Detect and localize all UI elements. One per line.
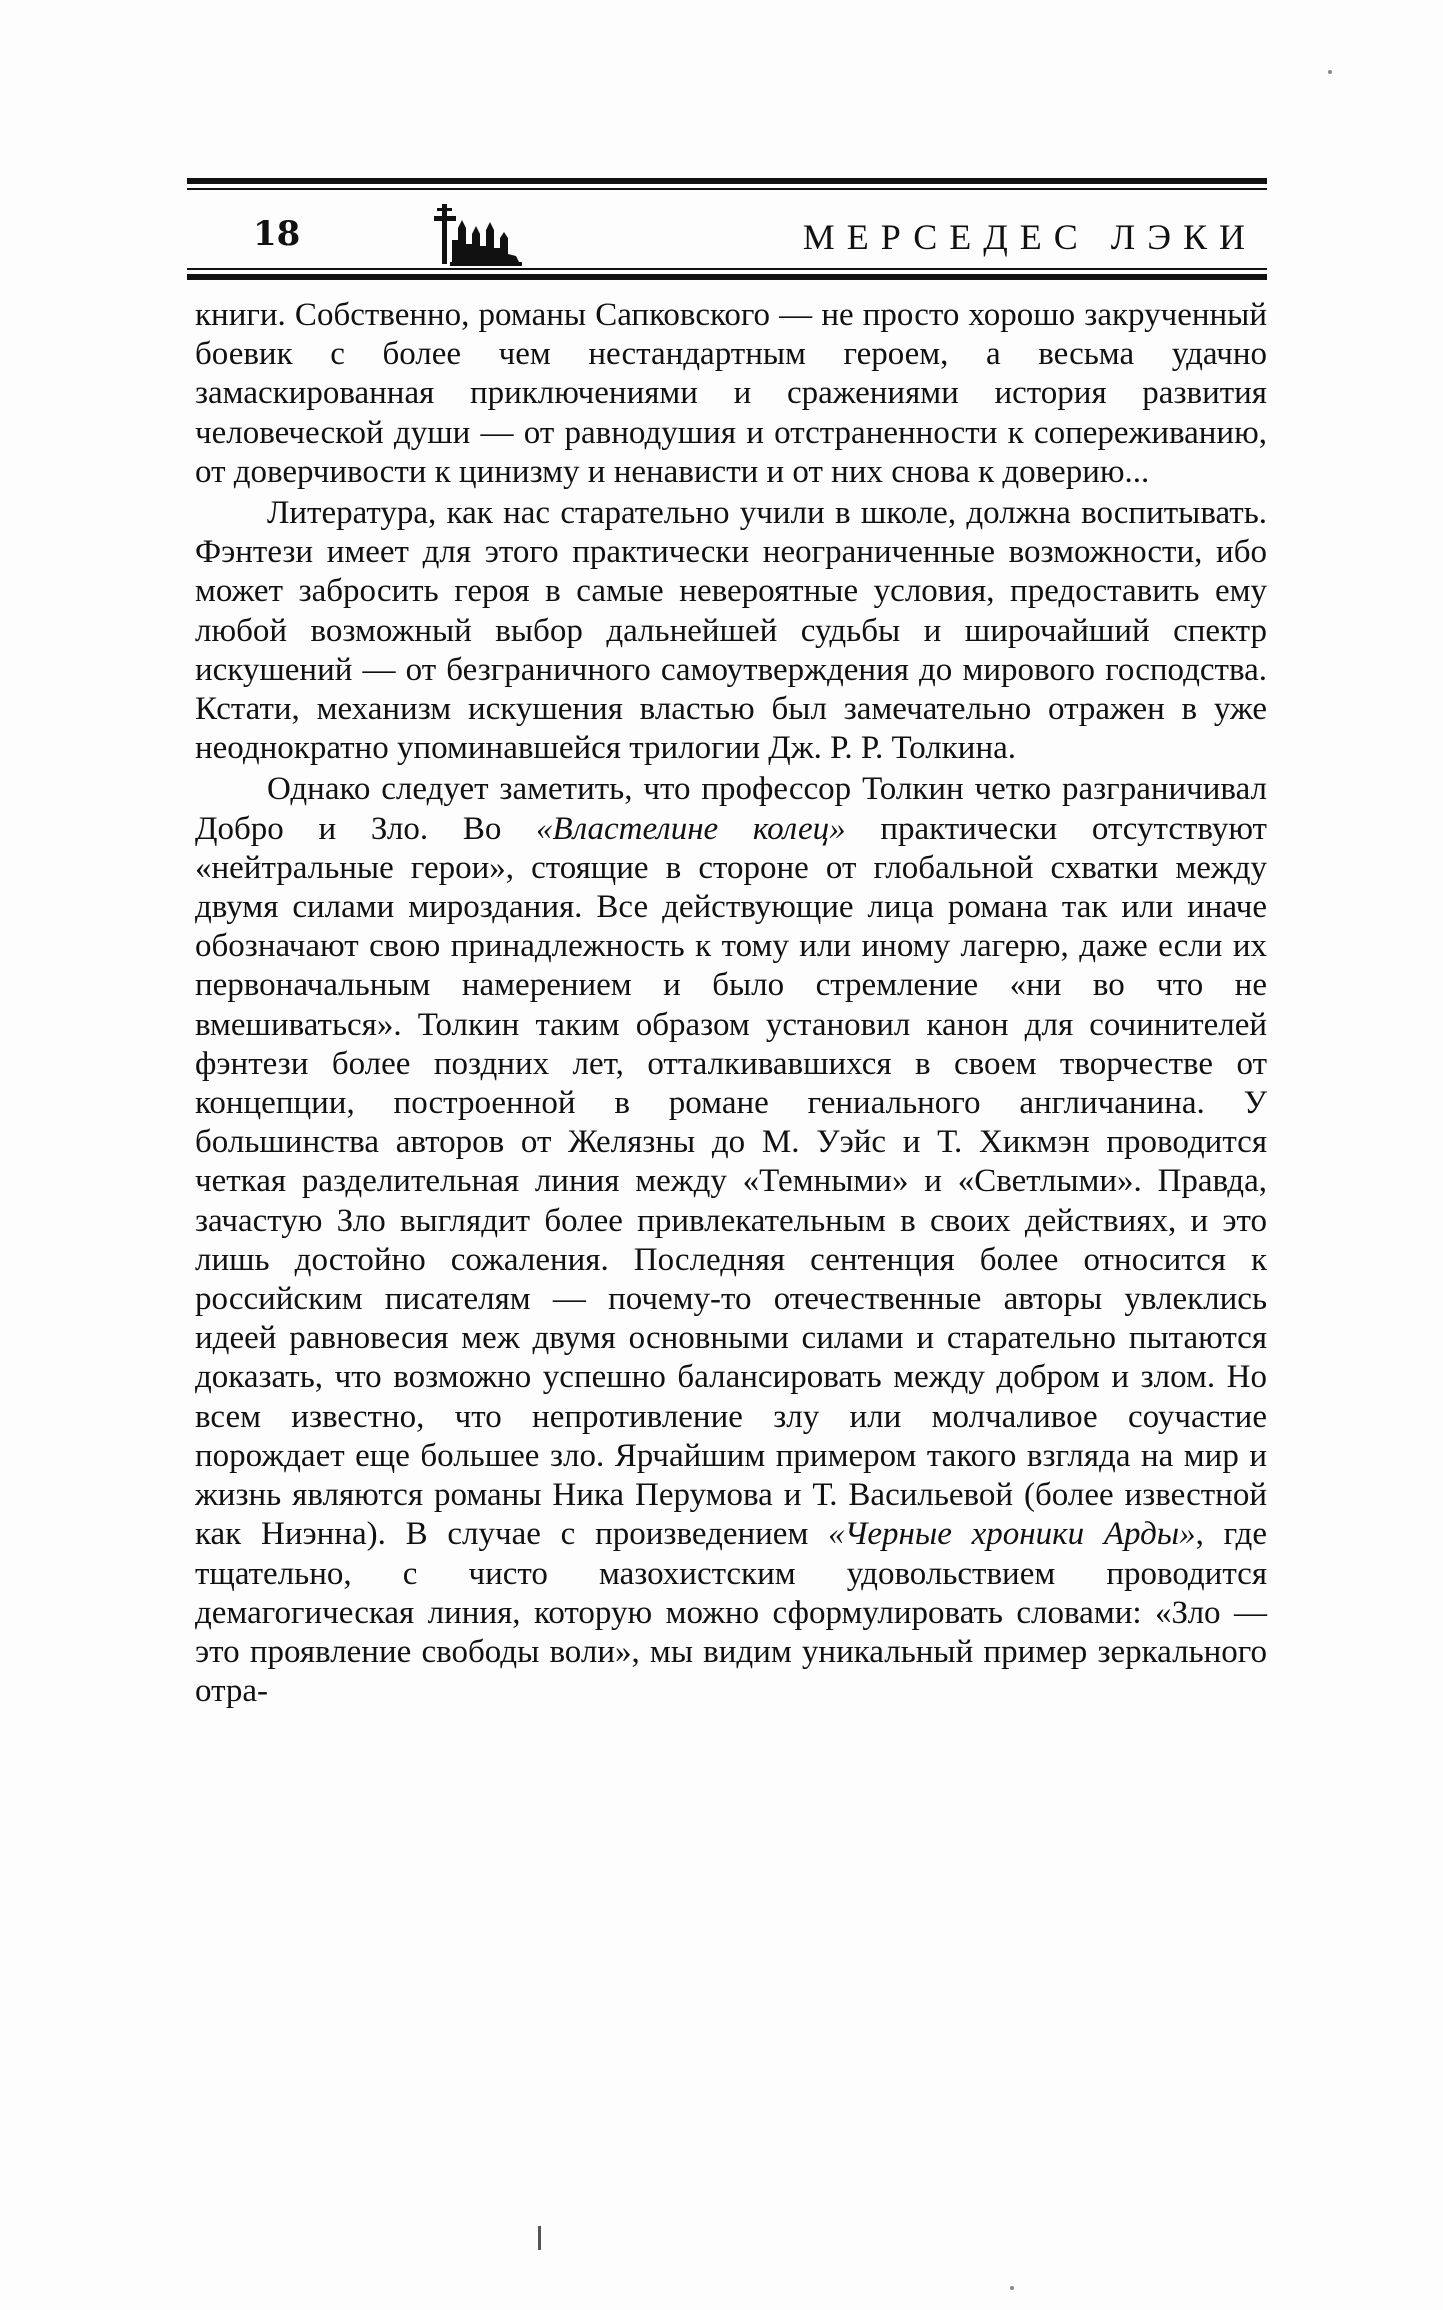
body-text <box>195 296 1267 1711</box>
running-head: МЕРСЕДЕС ЛЭКИ <box>802 217 1257 257</box>
header-rule-bottom-thick <box>187 274 1267 280</box>
paragraph-text: , где тщательно, с чисто мазохистским удовольствием проводится демагогическая линия, которую можно сформулировать словами: «Зло — это проявление свободы воли», мы видим уникальный пример зеркального отра- <box>195 1516 1267 1710</box>
scan-speck <box>1328 70 1332 74</box>
page-header <box>187 178 1267 282</box>
paragraph <box>195 296 1267 492</box>
scan-speck <box>1010 2286 1014 2290</box>
scan-mark <box>538 2226 541 2250</box>
paragraph-text: книги. Собственно, романы Сапковского — не просто хорошо закрученный боевик с более чем нестандартным героем, а весьма удачно замаскированная приключениями и сражениями история развития человеческой души — от равнодушия и отстраненности к сопереживанию, от доверчивости к цинизму и ненависти и от них снова к доверию... <box>195 297 1267 490</box>
paragraph <box>195 494 1267 768</box>
header-rule-top-thick <box>187 178 1267 184</box>
header-rule-bottom-thin <box>187 268 1267 270</box>
paragraph-text: Литература, как нас старательно учили в школе, должна воспитывать. Фэнтези имеет для этого практически неограниченные возможности, ибо может забросить героя в самые невероятные условия, предоставить ему любой возможный выбор дальнейшей судьбы и широчайший спектр искушений — от безграничного самоутверждения до мирового господства. Кстати, механизм искушения властью был замечательно отражен в уже неоднократно упоминавшейся трилогии Дж. Р. Р. Толкина. <box>195 495 1267 767</box>
italic-title-text: «Властелине колец» <box>536 810 846 847</box>
italic-title-text: «Черные хроники Арды» <box>828 1516 1196 1553</box>
paragraph-text: практически отсутствуют «нейтральные герои», стоящие в стороне от глобальной схватки между двумя силами мироздания. Все действующие лица романа так или иначе обозначают свою принадлежность к тому или иному лагерю, даже если их первоначальным намерением и было стремление «ни во что не вмешиваться». Толкин таким образом установил канон для сочинителей фэнтези более поздних лет, отталкивавшихся в своем творчестве от концепции, построенной в романе гениального англичанина. У большинства авторов от Желязны до М. Уэйс и Т. Хикмэн проводится четкая разделительная линия между «Темными» и «Светлыми». Правда, зачастую Зло выглядит более привлекательным в своих действиях, и это лишь достойно сожаления. Последняя сентенция более относится к российским писателям — почему-то отечественные авторы увлеклись идеей равновесия меж двумя основными силами и старательно пытаются доказать, что возможно успешно балансировать между добром и злом. Но всем известно, что непротивление злу или молчаливое соучастие порождает еще большее зло. Ярчайшим примером такого взгляда на мир и жизнь являются романы Ника Перумова и Т. Васильевой (более известной как Ниэнна). В случае с произведением <box>195 810 1267 1553</box>
paragraph <box>195 770 1267 1711</box>
publisher-emblem-icon <box>432 200 522 268</box>
paragraph-text: Однако следует заметить, что профессор Толкин четко разграничивал Добро и Зло. Во <box>195 771 1267 847</box>
page-number: 18 <box>253 214 301 254</box>
header-rule-top-thin <box>187 188 1267 190</box>
